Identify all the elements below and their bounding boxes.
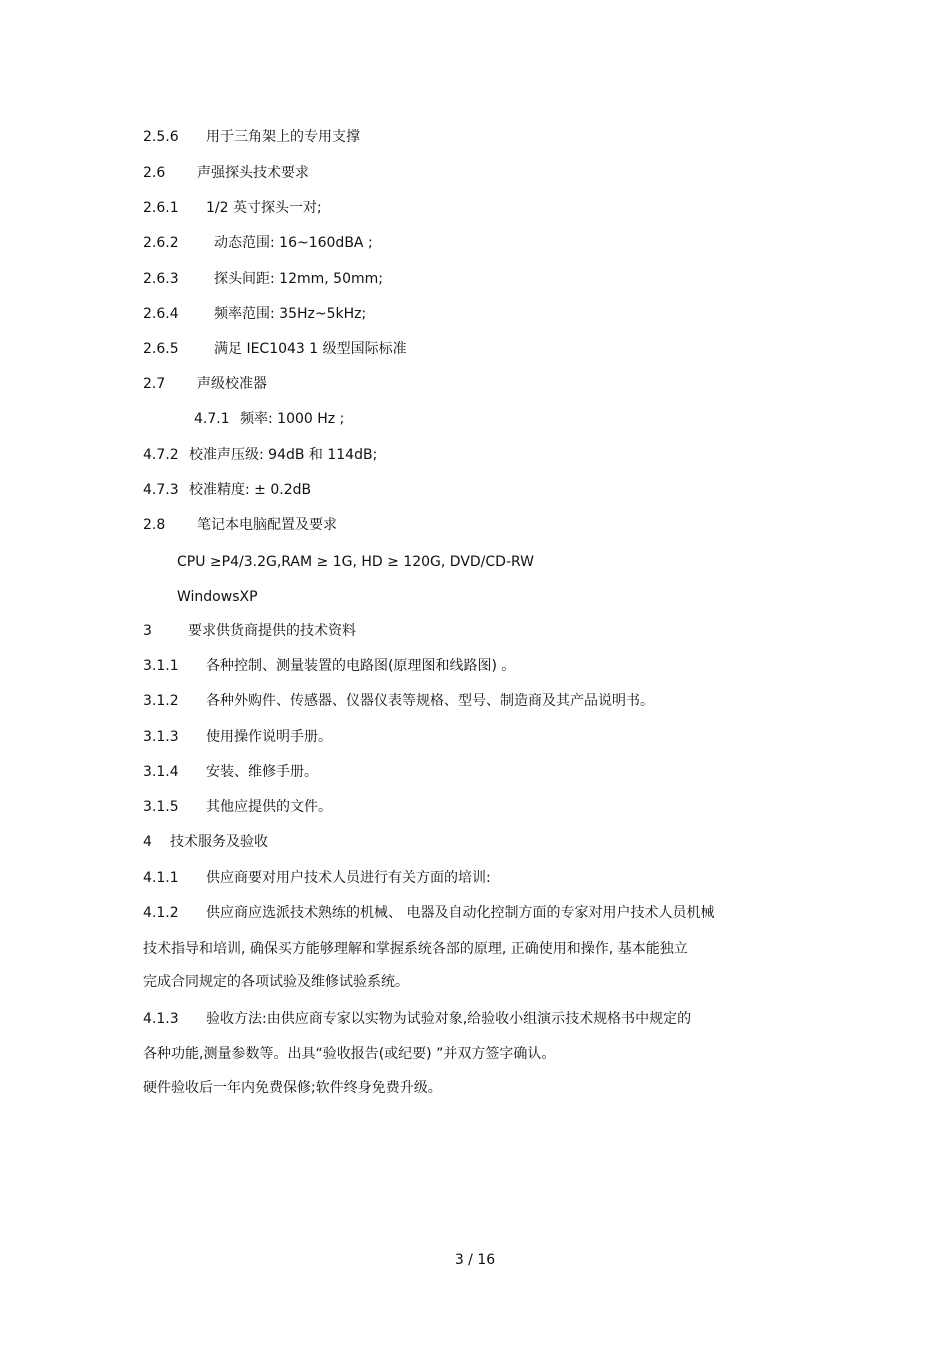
section-number: 2.6.1 xyxy=(143,200,179,216)
section-number: 2.6.5 xyxy=(143,341,179,357)
section-text: 动态范围: 16~160dBA ; xyxy=(214,235,373,251)
section-number: 3.1.5 xyxy=(143,799,179,815)
section-number: 2.6.2 xyxy=(143,235,179,251)
section-number: 2.6 xyxy=(143,165,166,181)
section-text: 要求供货商提供的技术资料 xyxy=(188,623,356,639)
section-number: 2.6.3 xyxy=(143,271,179,287)
section-number: 4.7.1 xyxy=(194,411,230,427)
section-text: 笔记本电脑配置及要求 xyxy=(197,517,337,533)
section-text: 其他应提供的文件。 xyxy=(206,799,332,815)
section-text: 声级校准器 xyxy=(197,376,267,392)
section-text: 技术指导和培训, 确保买方能够理解和掌握系统各部的原理, 正确使用和操作, 基本能独立 xyxy=(143,941,688,957)
section-number: 4.1.1 xyxy=(143,870,179,886)
section-number: 4.7.2 xyxy=(143,447,179,463)
section-text: 供应商应选派技术熟练的机械、 电器及自动化控制方面的专家对用户技术人员机械 xyxy=(206,905,715,921)
section-text: 探头间距: 12mm, 50mm; xyxy=(214,271,383,287)
section-text: 验收方法:由供应商专家以实物为试验对象,给验收小组演示技术规格书中规定的 xyxy=(206,1011,692,1027)
section-text: 硬件验收后一年内免费保修;软件终身免费升级。 xyxy=(143,1080,442,1096)
section-text: 安装、维修手册。 xyxy=(206,764,318,780)
section-number: 4.1.2 xyxy=(143,905,179,921)
section-number: 4 xyxy=(143,834,152,850)
section-text: 供应商要对用户技术人员进行有关方面的培训: xyxy=(206,870,491,886)
section-number: 2.7 xyxy=(143,376,166,392)
section-number: 3.1.3 xyxy=(143,729,179,745)
section-number: 3 xyxy=(143,623,152,639)
section-text: 各种外购件、传感器、仪器仪表等规格、型号、制造商及其产品说明书。 xyxy=(206,693,654,709)
section-text: 各种功能,测量参数等。出具“验收报告(或纪要) ”并双方签字确认。 xyxy=(143,1046,556,1062)
section-text: 用于三角架上的专用支撑 xyxy=(206,129,360,145)
section-number: 3.1.4 xyxy=(143,764,179,780)
section-number: 2.5.6 xyxy=(143,129,179,145)
section-text: 完成合同规定的各项试验及维修试验系统。 xyxy=(143,974,409,990)
section-text: CPU ≥P4/3.2G,RAM ≥ 1G, HD ≥ 120G, DVD/CD-RW xyxy=(177,554,535,570)
section-text: 满足 IEC1043 1 级型国际标准 xyxy=(214,341,407,357)
section-number: 3.1.2 xyxy=(143,693,179,709)
page-number: 3 / 16 xyxy=(454,1252,496,1268)
section-number: 4.7.3 xyxy=(143,482,179,498)
section-text: 声强探头技术要求 xyxy=(197,165,309,181)
section-text: 频率范围: 35Hz~5kHz; xyxy=(214,306,367,322)
section-number: 4.1.3 xyxy=(143,1011,179,1027)
section-text: 使用操作说明手册。 xyxy=(206,729,332,745)
section-text: 校准精度: ± 0.2dB xyxy=(189,482,312,498)
section-number: 2.8 xyxy=(143,517,166,533)
section-text: 1/2 英寸探头一对; xyxy=(206,200,322,216)
section-text: 频率: 1000 Hz ; xyxy=(240,411,345,427)
section-text: 校准声压级: 94dB 和 114dB; xyxy=(189,447,378,463)
section-number: 2.6.4 xyxy=(143,306,179,322)
section-text: WindowsXP xyxy=(177,589,258,605)
section-number: 3.1.1 xyxy=(143,658,179,674)
section-text: 各种控制、测量装置的电路图(原理图和线路图) 。 xyxy=(206,658,516,674)
section-text: 技术服务及验收 xyxy=(170,834,268,850)
